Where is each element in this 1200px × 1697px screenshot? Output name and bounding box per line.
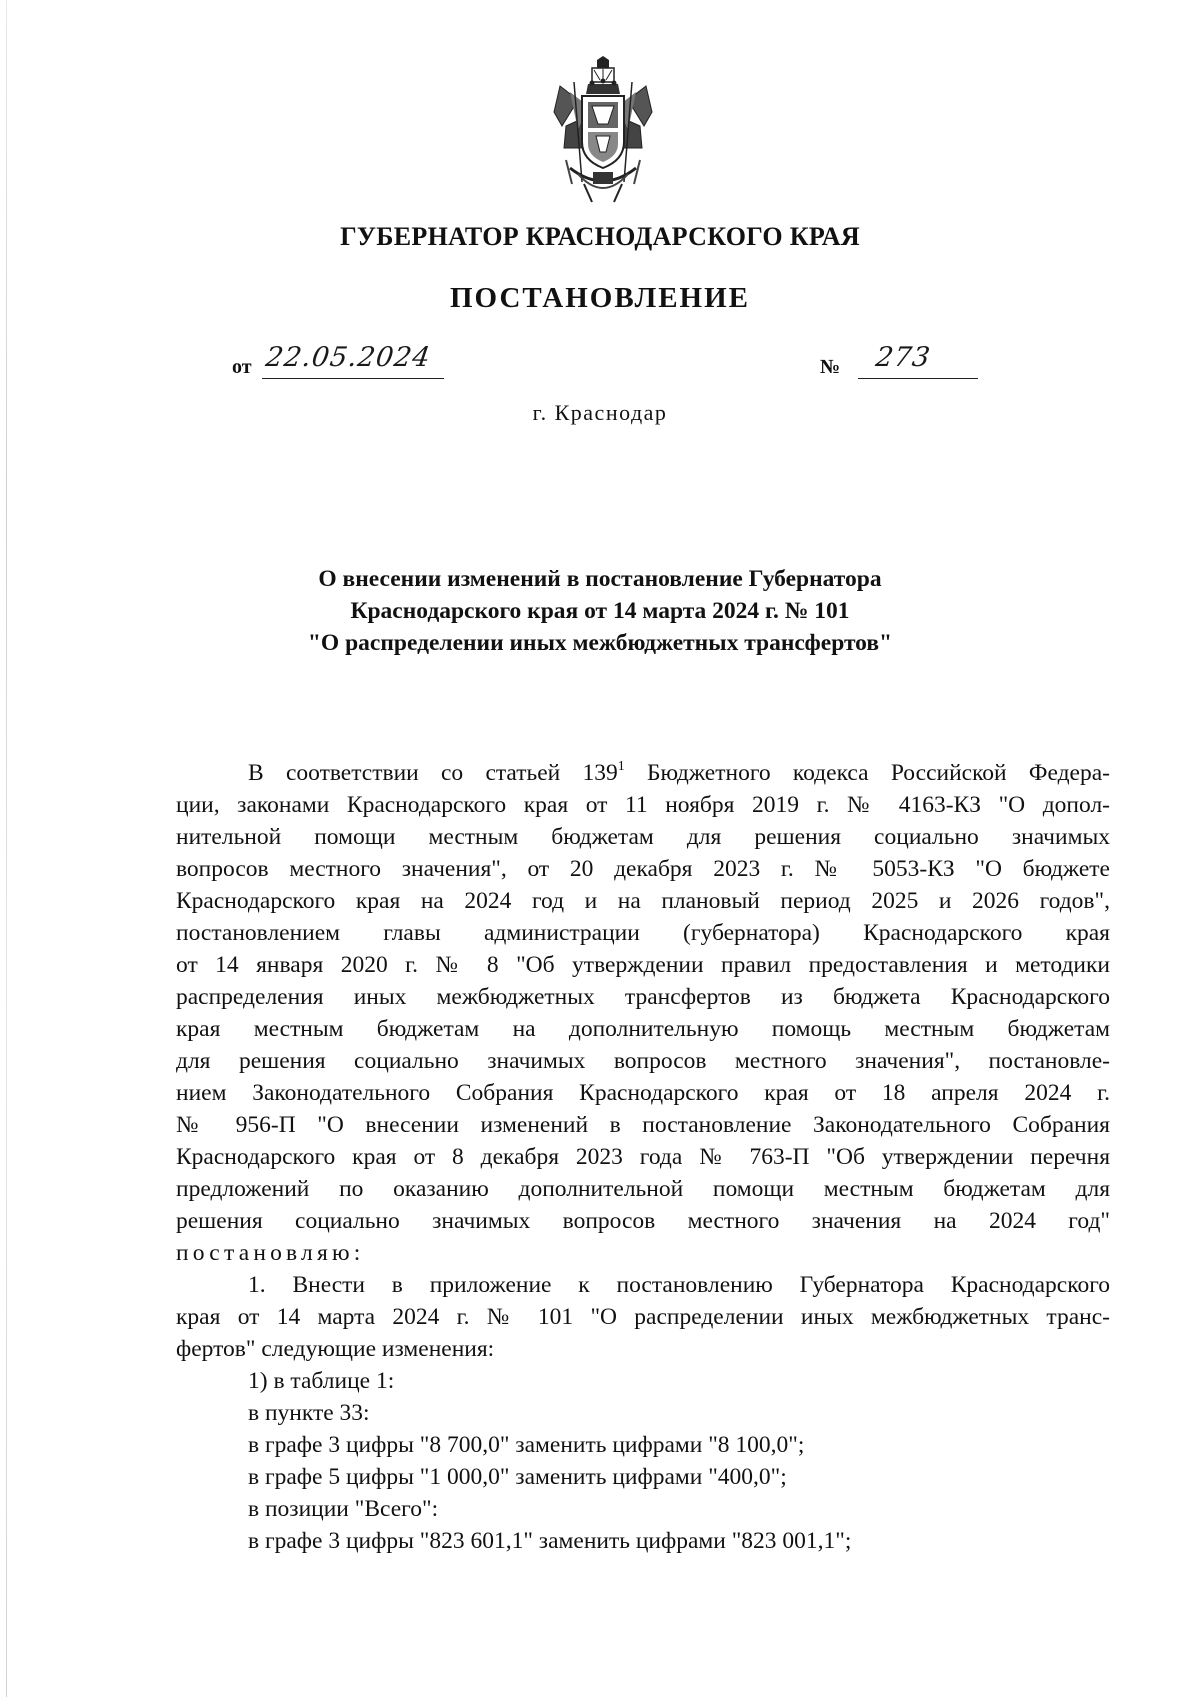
title-line: "О распределении иных межбюджетных трансфертов" [307,630,893,656]
handwritten-date: 22.05.2024 [263,342,433,373]
handwritten-number: 273 [873,342,933,373]
superscript: 1 [617,759,625,774]
preamble-line: ции, законами Краснодарского края от 11 ноября 2019 г. № 4163-КЗ "О допол- [176,792,1110,818]
decree-word: постановляю: [176,1240,365,1266]
preamble-line: нительной помощи местным бюджетам для решения социально значимых [176,824,1110,850]
change-line: в графе 5 цифры "1 000,0" заменить цифрами "400,0"; [248,1464,787,1490]
preamble-line: распределения иных межбюджетных трансфертов из бюджета Краснодарского [176,984,1110,1010]
preamble-line: от 14 января 2020 г. № 8 "Об утверждении правил предоставления и методики [176,952,1110,978]
coat-of-arms-emblem [548,56,658,204]
number-prefix: № [820,356,841,378]
scan-edge [6,0,7,1697]
preamble-line: края местным бюджетам на дополнительную помощь местным бюджетам [176,1016,1110,1042]
preamble-line: постановлением главы администрации (губернатора) Краснодарского края [176,920,1110,946]
item-line: 1. Внести в приложение к постановлению Губернатора Краснодарского [248,1272,1110,1298]
item-line: фертов" следующие изменения: [176,1336,495,1362]
number-field [858,344,978,379]
change-line: в графе 3 цифры "823 601,1" заменить цифрами "823 001,1"; [248,1528,852,1554]
preamble-line: вопросов местного значения", от 20 декабря 2023 г. № 5053-КЗ "О бюджете [176,856,1110,882]
change-line: 1) в таблице 1: [248,1368,395,1394]
document-title [180,563,1020,659]
preamble-line: В соответствии со статьей $139^1$ Бюджетного кодекса Российской Федера- [248,759,1110,786]
date-field [262,344,444,379]
title-line: О внесении изменений в постановление Губернатора [318,566,882,592]
preamble-line: № 956-П "О внесении изменений в постановление Законодательного Собрания [176,1112,1110,1138]
preamble-line: Краснодарского края на 2024 год и на плановый период 2025 и 2026 годов", [176,888,1110,914]
change-line: в графе 3 цифры "8 700,0" заменить цифрами "8 100,0"; [248,1432,805,1458]
preamble-line: решения социально значимых вопросов местного значения на 2024 год" [176,1208,1110,1234]
item-line: края от 14 марта 2024 г. № 101 "О распределении иных межбюджетных транс- [176,1304,1110,1330]
preamble-line: Краснодарского края от 8 декабря 2023 года № 763-П "Об утверждении перечня [176,1144,1110,1170]
change-line: в пункте 33: [248,1400,370,1426]
document-type: ПОСТАНОВЛЕНИЕ [449,282,750,314]
date-number-line [232,344,978,384]
title-line: Краснодарского края от 14 марта 2024 г. № 101 [350,598,850,624]
preamble-line: нием Законодательного Собрания Краснодарского края от 18 апреля 2024 г. [176,1080,1110,1106]
issuing-authority: ГУБЕРНАТОР КРАСНОДАРСКОГО КРАЯ [340,222,860,251]
city: г. Краснодар [532,400,668,425]
preamble-line: предложений по оказанию дополнительной помощи местным бюджетам для [176,1176,1110,1202]
preamble-line: для решения социально значимых вопросов местного значения", постановле- [176,1048,1110,1074]
document-body [176,757,1110,1557]
date-prefix: от [232,356,252,378]
change-line: в позиции "Всего": [248,1496,439,1522]
